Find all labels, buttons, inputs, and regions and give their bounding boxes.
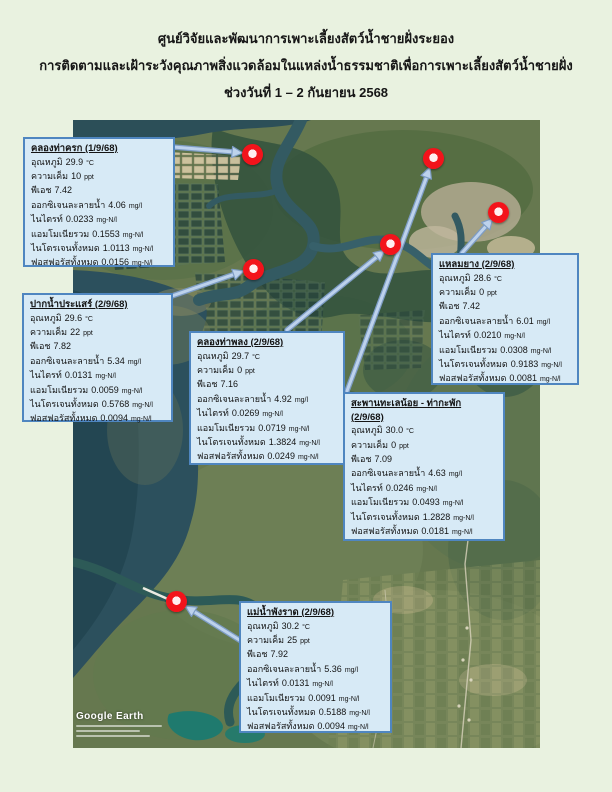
param-unit: mg-N/l bbox=[338, 695, 360, 703]
station-title-line: คลองท่าครก (1/9/68) bbox=[31, 143, 118, 154]
param-value: 7.82 bbox=[53, 341, 72, 352]
param-label: ไนไตรท์ bbox=[351, 482, 383, 493]
param-label: ฟอสฟอรัสทั้งหมด bbox=[31, 257, 99, 268]
param-label: ไนโตรเจนทั้งหมด bbox=[197, 437, 266, 448]
param-label: ไนโตรเจนทั้งหมด bbox=[247, 707, 316, 718]
param-value: 0.0210 bbox=[473, 330, 502, 341]
param-label: พีเอช bbox=[351, 454, 372, 464]
param-label: ฟอสฟอรัสทั้งหมด bbox=[439, 373, 507, 384]
param-row bbox=[197, 393, 340, 407]
param-value: 30.0 bbox=[385, 425, 404, 436]
station-callout-pak-nam-prasae bbox=[22, 293, 173, 422]
report-title-line-1: ศูนย์วิจัยและพัฒนาการเพาะเลี้ยงสัตว์น้ำชายฝั่งระยอง bbox=[157, 31, 455, 46]
param-unit: mg-N/l bbox=[299, 440, 320, 448]
param-label: แอมโมเนียรวม bbox=[439, 344, 498, 355]
station-title-line: สะพานทะเลน้อย - ท่ากะพัก bbox=[351, 398, 462, 409]
param-unit: °C bbox=[85, 315, 93, 323]
station-callout-khlong-tha-phlong bbox=[189, 331, 345, 465]
param-unit: mg-N/l bbox=[451, 529, 473, 537]
param-row bbox=[351, 525, 500, 539]
param-unit: mg-N/l bbox=[347, 724, 369, 732]
param-value: 0.0059 bbox=[91, 384, 119, 395]
report-title-line-3: ช่วงวันที่ 1 – 2 กันยายน 2568 bbox=[223, 85, 389, 100]
param-label: ฟอสฟอรัสทั้งหมด bbox=[30, 413, 98, 424]
station-title bbox=[247, 606, 387, 620]
param-label: อุณหภูมิ bbox=[247, 620, 279, 631]
param-row bbox=[439, 315, 574, 329]
param-value: 0.0131 bbox=[64, 370, 93, 381]
param-unit: °C bbox=[252, 353, 260, 361]
param-unit: ppt bbox=[300, 638, 310, 645]
param-label: แอมโมเนียรวม bbox=[31, 228, 90, 239]
param-unit: mg-N/l bbox=[349, 710, 370, 718]
param-label: ความเค็ม bbox=[247, 635, 285, 645]
param-unit: °C bbox=[86, 159, 94, 167]
param-value: 5.36 bbox=[324, 663, 342, 674]
station-title-line: (2/9/68) bbox=[351, 411, 384, 423]
param-value: 7.42 bbox=[54, 185, 73, 196]
param-value: 0.0719 bbox=[258, 422, 286, 433]
param-label: ออกซิเจนละลายน้ำ bbox=[439, 315, 514, 326]
param-label: แอมโมเนียรวม bbox=[30, 384, 89, 395]
param-value: 0.0091 bbox=[308, 692, 336, 703]
param-row bbox=[247, 634, 387, 648]
param-unit: mg-N/l bbox=[132, 402, 153, 410]
param-row bbox=[247, 706, 387, 720]
param-value: 0 bbox=[479, 287, 485, 297]
station-marker-saphan-thale-noi bbox=[423, 148, 444, 169]
station-marker-mae-nam-phang-rat bbox=[166, 591, 187, 612]
param-unit: mg-N/l bbox=[504, 333, 525, 341]
param-value: 0 bbox=[237, 365, 243, 375]
param-label: ไนไตรท์ bbox=[30, 370, 62, 381]
param-unit: mg-N/l bbox=[453, 514, 474, 522]
param-row bbox=[351, 439, 500, 453]
param-value: 0.0131 bbox=[281, 678, 310, 689]
param-label: ฟอสฟอรัสทั้งหมด bbox=[247, 721, 315, 732]
param-value: 4.63 bbox=[428, 468, 446, 479]
param-label: ไนไตรท์ bbox=[31, 214, 63, 225]
station-title bbox=[31, 142, 170, 156]
param-row bbox=[31, 170, 170, 184]
param-label: ไนไตรท์ bbox=[197, 408, 229, 419]
param-unit: ppt bbox=[84, 174, 94, 181]
param-label: ความเค็ม bbox=[31, 171, 69, 181]
param-value: 7.92 bbox=[270, 649, 289, 660]
param-label: พีเอช bbox=[197, 379, 218, 390]
param-label: ไนโตรเจนทั้งหมด bbox=[439, 359, 508, 370]
param-value: 0.0094 bbox=[100, 413, 128, 424]
station-title-line: แหลมยาง (2/9/68) bbox=[439, 259, 515, 270]
station-marker-khlong-tha-phlong bbox=[380, 234, 401, 255]
param-row bbox=[197, 364, 340, 378]
param-value: 29.9 bbox=[65, 156, 84, 167]
param-label: อุณหภูมิ bbox=[197, 350, 229, 361]
param-label: ความเค็ม bbox=[197, 365, 235, 375]
attribution-blur-line bbox=[76, 730, 140, 732]
param-unit: mg/l bbox=[448, 471, 463, 479]
param-value: 25 bbox=[287, 635, 298, 645]
param-unit: mg-N/l bbox=[130, 416, 152, 424]
param-row bbox=[247, 620, 387, 634]
param-row bbox=[30, 398, 168, 412]
param-unit: mg-N/l bbox=[288, 425, 310, 433]
param-row bbox=[31, 199, 170, 213]
param-label: แอมโมเนียรวม bbox=[247, 692, 306, 703]
param-value: 0 bbox=[391, 439, 397, 450]
param-unit: mg-N/l bbox=[132, 246, 154, 254]
param-value: 4.92 bbox=[274, 393, 292, 404]
station-marker-pak-nam-prasae bbox=[243, 259, 264, 280]
param-value: 1.2828 bbox=[422, 511, 451, 522]
param-row bbox=[30, 340, 168, 354]
param-row bbox=[351, 467, 500, 481]
param-row bbox=[30, 355, 168, 369]
param-label: ความเค็ม bbox=[351, 439, 389, 450]
station-title-line: ปากน้ำประแสร์ (2/9/68) bbox=[30, 299, 128, 310]
station-callout-mae-nam-phang-rat bbox=[239, 601, 392, 733]
param-unit: °C bbox=[302, 623, 310, 631]
param-row bbox=[197, 407, 340, 421]
station-title bbox=[439, 258, 574, 272]
param-unit: °C bbox=[494, 275, 502, 283]
param-row bbox=[351, 482, 500, 496]
param-row bbox=[30, 369, 168, 383]
param-value: 7.16 bbox=[220, 379, 239, 390]
param-label: พีเอช bbox=[247, 649, 268, 660]
param-label: ความเค็ม bbox=[439, 287, 477, 297]
param-value: 0.0246 bbox=[385, 482, 414, 493]
station-title-line: คลองท่าพลง (2/9/68) bbox=[197, 337, 284, 348]
param-unit: mg/l bbox=[294, 396, 309, 404]
param-value: 0.0249 bbox=[267, 451, 295, 462]
param-row bbox=[247, 692, 387, 706]
param-row bbox=[197, 378, 340, 392]
param-unit: mg-N/l bbox=[131, 260, 153, 268]
station-title bbox=[30, 298, 168, 312]
param-row bbox=[31, 242, 170, 256]
param-unit: mg-N/l bbox=[297, 454, 319, 462]
param-row bbox=[197, 450, 340, 464]
param-row bbox=[351, 453, 500, 467]
param-unit: mg-N/l bbox=[121, 387, 143, 395]
param-value: 22 bbox=[70, 327, 81, 337]
param-row bbox=[31, 256, 170, 270]
param-value: 7.09 bbox=[374, 454, 393, 464]
param-unit: mg-N/l bbox=[530, 347, 552, 355]
param-unit: mg-N/l bbox=[262, 411, 283, 419]
param-value: 29.7 bbox=[231, 350, 250, 361]
param-value: 30.2 bbox=[281, 620, 300, 631]
param-value: 10 bbox=[71, 171, 82, 181]
param-value: 0.5768 bbox=[101, 399, 130, 410]
param-value: 0.0493 bbox=[412, 497, 440, 508]
param-label: ไนโตรเจนทั้งหมด bbox=[351, 511, 420, 522]
station-callout-saphan-thale-noi bbox=[343, 392, 505, 541]
param-label: อุณหภูมิ bbox=[30, 312, 62, 323]
param-label: ไนโตรเจนทั้งหมด bbox=[30, 399, 99, 410]
param-row bbox=[351, 496, 500, 510]
param-row bbox=[30, 384, 168, 398]
param-row bbox=[197, 350, 340, 364]
param-row bbox=[351, 424, 500, 438]
param-label: ออกซิเจนละลายน้ำ bbox=[31, 199, 106, 210]
param-value: 0.0233 bbox=[65, 214, 94, 225]
param-row bbox=[31, 184, 170, 198]
param-value: 0.0081 bbox=[509, 373, 537, 384]
param-value: 0.0269 bbox=[231, 408, 260, 419]
param-row bbox=[197, 436, 340, 450]
param-label: แอมโมเนียรวม bbox=[197, 422, 256, 433]
param-value: 28.6 bbox=[473, 272, 492, 283]
param-label: ไนไตรท์ bbox=[247, 678, 279, 689]
param-value: 1.0113 bbox=[102, 243, 130, 254]
param-label: อุณหภูมิ bbox=[351, 425, 383, 436]
attribution-blur-line bbox=[76, 725, 162, 727]
param-row bbox=[439, 358, 574, 372]
param-row bbox=[439, 272, 574, 286]
param-unit: °C bbox=[406, 428, 414, 436]
param-value: 6.01 bbox=[516, 315, 534, 326]
param-unit: mg/l bbox=[128, 202, 143, 210]
param-label: ฟอสฟอรัสทั้งหมด bbox=[197, 451, 265, 462]
google-earth-logo-text: Google Earth bbox=[76, 711, 144, 722]
param-label: ความเค็ม bbox=[30, 327, 68, 337]
param-row bbox=[247, 720, 387, 734]
param-label: ไนไตรท์ bbox=[439, 330, 471, 341]
param-unit: mg/l bbox=[344, 666, 359, 674]
station-marker-laem-yang bbox=[488, 202, 509, 223]
station-marker-khlong-tha-khrok bbox=[242, 144, 263, 165]
attribution-blur-line bbox=[76, 735, 150, 737]
param-unit: mg-N/l bbox=[312, 681, 333, 689]
param-value: 5.34 bbox=[107, 355, 125, 366]
report-header bbox=[0, 31, 612, 112]
param-row bbox=[30, 412, 168, 426]
param-value: 0.9183 bbox=[510, 359, 539, 370]
param-label: พีเอช bbox=[30, 341, 51, 352]
param-row bbox=[31, 228, 170, 242]
param-row bbox=[247, 677, 387, 691]
param-unit: mg-N/l bbox=[416, 485, 437, 493]
param-row bbox=[439, 344, 574, 358]
station-title-line: แม่น้ำพังราด (2/9/68) bbox=[247, 607, 335, 618]
param-value: 1.3824 bbox=[268, 437, 297, 448]
param-row bbox=[439, 372, 574, 386]
param-value: 0.0181 bbox=[421, 526, 449, 537]
param-label: แอมโมเนียรวม bbox=[351, 497, 410, 508]
param-label: พีเอช bbox=[31, 185, 52, 196]
station-callout-khlong-tha-khrok bbox=[23, 137, 175, 267]
param-row bbox=[31, 213, 170, 227]
param-label: ไนโตรเจนทั้งหมด bbox=[31, 243, 100, 254]
station-title bbox=[351, 397, 500, 424]
param-label: ฟอสฟอรัสทั้งหมด bbox=[351, 526, 419, 537]
param-unit: mg-N/l bbox=[442, 500, 464, 508]
param-value: 0.0308 bbox=[500, 344, 528, 355]
param-unit: mg-N/l bbox=[541, 362, 562, 370]
param-row bbox=[30, 326, 168, 340]
param-unit: mg/l bbox=[127, 358, 142, 366]
param-unit: ppt bbox=[245, 368, 255, 375]
param-value: 0.1553 bbox=[92, 228, 120, 239]
param-label: ออกซิเจนละลายน้ำ bbox=[30, 355, 105, 366]
param-value: 0.0094 bbox=[317, 721, 345, 732]
param-value: 4.06 bbox=[108, 199, 126, 210]
param-row bbox=[197, 422, 340, 436]
report-title-line-2: การติดตามและเฝ้าระวังคุณภาพสิ่งแวดล้อมในแหล่งน้ำธรรมชาติเพื่อการเพาะเลี้ยงสัตว์น้ำชายฝั่ง bbox=[39, 58, 573, 73]
param-unit: mg-N/l bbox=[122, 231, 144, 239]
param-unit: ppt bbox=[83, 330, 93, 337]
param-value: 0.5188 bbox=[318, 707, 347, 718]
param-row bbox=[439, 329, 574, 343]
param-value: 7.42 bbox=[462, 301, 481, 312]
param-row bbox=[247, 663, 387, 677]
param-label: อุณหภูมิ bbox=[31, 156, 63, 167]
param-label: อุณหภูมิ bbox=[439, 272, 471, 283]
param-value: 29.6 bbox=[64, 312, 83, 323]
param-label: ออกซิเจนละลายน้ำ bbox=[197, 393, 272, 404]
param-unit: ppt bbox=[487, 290, 497, 297]
param-row bbox=[31, 156, 170, 170]
param-row bbox=[30, 312, 168, 326]
param-value: 0.0156 bbox=[101, 257, 129, 268]
google-earth-logo bbox=[76, 711, 162, 722]
param-unit: ppt bbox=[399, 442, 409, 450]
param-unit: mg-N/l bbox=[96, 217, 117, 225]
param-row bbox=[439, 300, 574, 314]
param-label: ออกซิเจนละลายน้ำ bbox=[351, 468, 426, 479]
param-unit: mg-N/l bbox=[95, 373, 116, 381]
param-unit: mg-N/l bbox=[539, 376, 561, 384]
param-label: ออกซิเจนละลายน้ำ bbox=[247, 663, 322, 674]
google-earth-attribution bbox=[76, 711, 162, 737]
param-row bbox=[439, 286, 574, 300]
station-title bbox=[197, 336, 340, 350]
param-row bbox=[351, 511, 500, 525]
station-callout-laem-yang bbox=[431, 253, 579, 385]
param-row bbox=[247, 648, 387, 662]
param-label: พีเอช bbox=[439, 301, 460, 312]
param-unit: mg/l bbox=[536, 318, 551, 326]
